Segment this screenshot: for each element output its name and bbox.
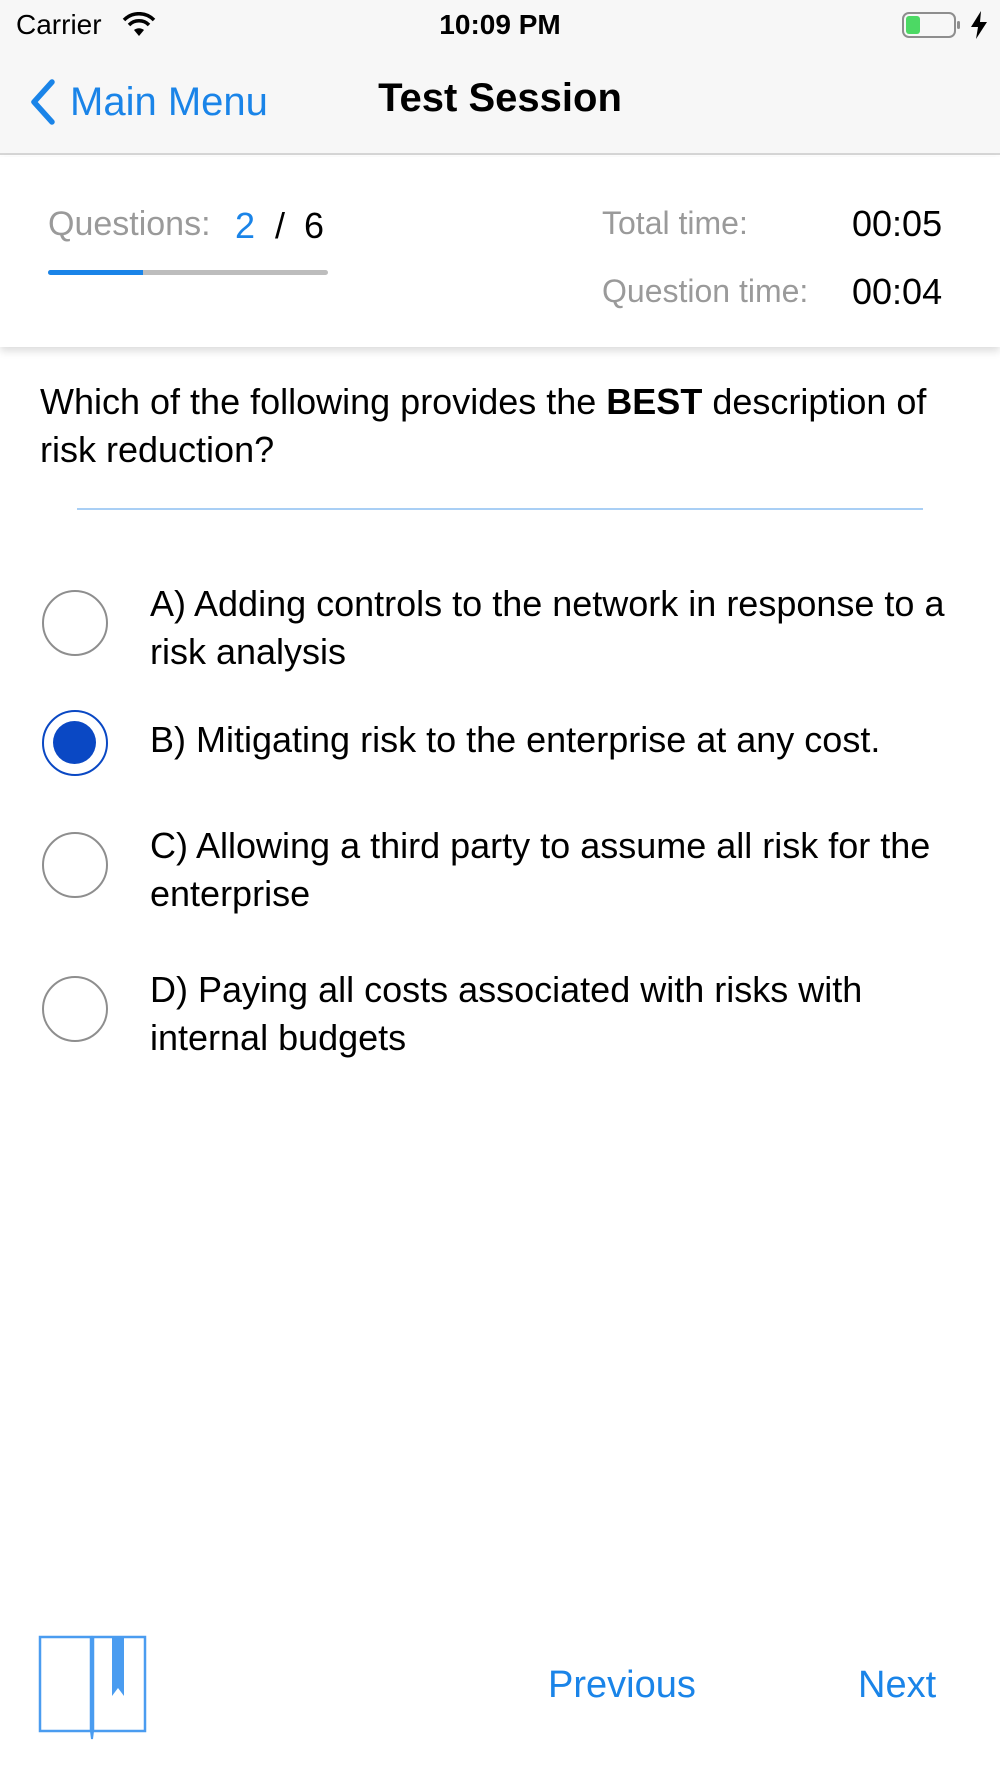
- total-time-label: Total time:: [602, 205, 748, 241]
- session-header: [0, 157, 1000, 347]
- navigation-bar: [0, 50, 1000, 155]
- progress-bar-fill: [48, 270, 143, 275]
- question-time-label: Question time:: [602, 273, 809, 309]
- back-button-label: Main Menu: [70, 79, 268, 124]
- bookmark-book-icon[interactable]: [38, 1632, 148, 1742]
- answer-option-a[interactable]: [0, 580, 1000, 676]
- status-time: 10:09 PM: [439, 9, 561, 40]
- answer-option-d-text: D) Paying all costs associated with risks with internal budgets: [150, 969, 863, 1058]
- battery-icon: [902, 11, 962, 39]
- progress-bar: [48, 270, 328, 275]
- question-text-emphasis: BEST: [606, 381, 703, 422]
- answer-option-c[interactable]: [0, 822, 1000, 918]
- answer-option-d[interactable]: [0, 966, 1000, 1062]
- answer-option-a-text: A) Adding controls to the network in response to a risk analysis: [150, 583, 945, 672]
- radio-button-a[interactable]: [42, 590, 108, 656]
- question-time-value: 00:04: [852, 271, 943, 312]
- question-text-end: description of risk reduction?: [40, 381, 927, 470]
- previous-button[interactable]: Previous: [548, 1664, 696, 1706]
- carrier-label: Carrier: [16, 9, 102, 40]
- current-question-number: 2: [235, 205, 256, 246]
- answer-option-c-text: C) Allowing a third party to assume all risk for the enterprise: [150, 825, 931, 914]
- next-button[interactable]: Next: [858, 1664, 937, 1706]
- radio-selected-dot: [53, 721, 96, 764]
- radio-button-c[interactable]: [42, 832, 108, 898]
- page-title: Test Session: [378, 76, 622, 120]
- answer-option-b[interactable]: [0, 702, 1000, 774]
- question-text-start: Which of the following provides the: [40, 381, 607, 422]
- total-question-count: 6: [304, 205, 325, 246]
- answer-option-b-text: B) Mitigating risk to the enterprise at any cost.: [150, 719, 881, 760]
- radio-button-d[interactable]: [42, 976, 108, 1042]
- questions-label: Questions:: [48, 205, 211, 243]
- question-divider: [77, 508, 923, 510]
- radio-button-b[interactable]: [42, 710, 108, 776]
- question-text: [40, 378, 940, 474]
- status-bar: [0, 0, 1000, 50]
- total-time-value: 00:05: [852, 203, 943, 244]
- charging-bolt-icon: [968, 10, 990, 40]
- question-count-separator: /: [275, 205, 286, 246]
